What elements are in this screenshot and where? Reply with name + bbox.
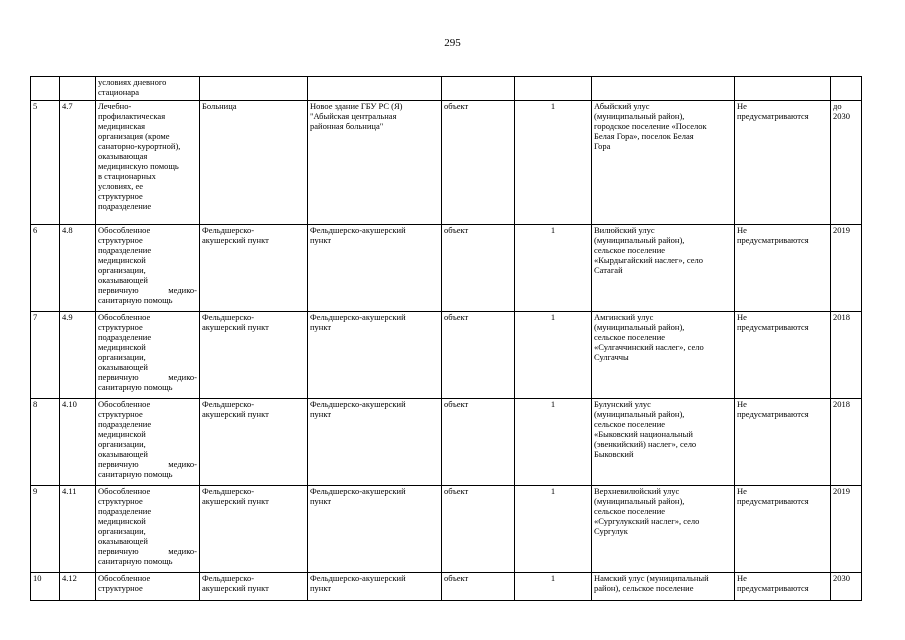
facility-purpose-cell	[96, 225, 200, 312]
count-cell	[515, 486, 592, 573]
location-cell-line: Верхневилюйский улус	[594, 486, 680, 496]
protection-zones-cell-line: Не	[737, 399, 747, 409]
facility-purpose-cell-line: условиях дневного	[98, 77, 167, 87]
facility-purpose-cell-line: санаторно-курортной),	[98, 141, 181, 151]
deadline-cell-text: 2018	[833, 399, 850, 409]
facility-purpose-cell-line: оказывающей	[98, 449, 148, 459]
deadline-cell	[831, 399, 862, 486]
location-cell-line: Белая Гора», поселок Белая	[594, 131, 694, 141]
count-cell	[515, 77, 592, 101]
facility-type-cell-line: акушерский пункт	[202, 322, 269, 332]
facility-name-cell-line: районная больница"	[310, 121, 384, 131]
count-cell-text: 1	[550, 399, 556, 409]
location-cell-line: сельское поселение	[594, 506, 666, 516]
protection-zones-cell	[735, 399, 831, 486]
facility-purpose-cell	[96, 399, 200, 486]
facility-type-cell-line: акушерский пункт	[202, 496, 269, 506]
facility-name-cell	[308, 101, 442, 225]
facility-type-cell	[200, 77, 308, 101]
facility-name-cell-line: пункт	[310, 496, 332, 506]
table-row	[31, 77, 862, 101]
facility-purpose-cell-line: первичную медико-	[98, 372, 197, 382]
location-cell-line: Сургулук	[594, 526, 628, 536]
location-cell-line: «Сулгаччинский наслег», село	[594, 342, 704, 352]
row-code-cell-text: 4.12	[62, 573, 77, 583]
location-cell-line: сельское поселение	[594, 245, 666, 255]
facility-name-cell-line: пункт	[310, 583, 332, 593]
deadline-cell	[831, 486, 862, 573]
facility-purpose-cell	[96, 101, 200, 225]
count-cell	[515, 225, 592, 312]
facility-name-cell	[308, 225, 442, 312]
count-cell	[515, 101, 592, 225]
facility-purpose-cell-line: медицинской	[98, 516, 146, 526]
unit-cell	[442, 486, 515, 573]
location-cell	[592, 486, 735, 573]
unit-cell-text: объект	[444, 573, 469, 583]
row-code-cell	[60, 312, 96, 399]
facility-purpose-cell	[96, 486, 200, 573]
location-cell-line: сельское поселение	[594, 332, 666, 342]
location-cell-line: (муниципальный район),	[594, 322, 685, 332]
row-code-cell	[60, 573, 96, 601]
facility-purpose-cell-line: оказывающей	[98, 275, 148, 285]
row-code-cell	[60, 77, 96, 101]
row-number-cell	[31, 573, 60, 601]
location-cell	[592, 399, 735, 486]
location-cell-line: «Кырдыгайский наслег», село	[594, 255, 703, 265]
facility-purpose-cell-line: структурное	[98, 235, 143, 245]
facility-type-cell-line: Больница	[202, 101, 237, 111]
location-cell-line: Сулгаччы	[594, 352, 629, 362]
deadline-cell-text: 2030	[833, 573, 850, 583]
facility-purpose-cell-line: структурное	[98, 409, 143, 419]
facility-purpose-cell-line: первичную медико-	[98, 546, 197, 556]
protection-zones-cell-line: предусматриваются	[737, 583, 809, 593]
facility-name-cell	[308, 77, 442, 101]
count-cell	[515, 312, 592, 399]
table-body	[31, 77, 862, 601]
page-number: 295	[444, 37, 461, 49]
facility-type-cell-line: Фельдшерско-	[202, 486, 255, 496]
location-cell-line: (муниципальный район),	[594, 409, 685, 419]
location-cell	[592, 573, 735, 601]
protection-zones-cell	[735, 312, 831, 399]
protection-zones-cell	[735, 101, 831, 225]
facility-type-cell-line: Фельдшерско-	[202, 225, 255, 235]
count-cell	[515, 399, 592, 486]
facility-purpose-cell-line: организация (кроме	[98, 131, 170, 141]
facility-purpose-cell-line: санитарную помощь	[98, 382, 173, 392]
facility-type-cell-line: Фельдшерско-	[202, 312, 255, 322]
table-row	[31, 486, 862, 573]
facility-type-cell-line: Фельдшерско-	[202, 399, 255, 409]
facility-type-cell	[200, 225, 308, 312]
row-code-cell-text: 4.10	[62, 399, 77, 409]
location-cell-line: (эвенкийский) наслег», село	[594, 439, 697, 449]
facility-purpose-cell-line: подразделение	[98, 332, 152, 342]
row-number-cell-text: 5	[33, 101, 38, 111]
facility-name-cell	[308, 486, 442, 573]
protection-zones-cell-line: предусматриваются	[737, 496, 809, 506]
deadline-cell-text: 2018	[833, 312, 850, 322]
facility-purpose-cell-line: условиях, ее	[98, 181, 144, 191]
location-cell-line: район), сельское поселение	[594, 583, 694, 593]
unit-cell	[442, 312, 515, 399]
location-cell	[592, 225, 735, 312]
facility-purpose-cell-line: первичную медико-	[98, 285, 197, 295]
table-row	[31, 399, 862, 486]
facility-purpose-cell-line: Обособленное	[98, 312, 151, 322]
protection-zones-cell-line: Не	[737, 225, 747, 235]
location-cell	[592, 312, 735, 399]
deadline-cell	[831, 101, 862, 225]
facility-name-cell-line: Фельдшерско-акушерский	[310, 573, 406, 583]
unit-cell-text: объект	[444, 312, 469, 322]
protection-zones-cell-line: Не	[737, 573, 747, 583]
facility-type-cell	[200, 312, 308, 399]
row-number-cell-text: 10	[33, 573, 42, 583]
row-number-cell	[31, 399, 60, 486]
location-cell-line: Намский улус (муниципальный	[594, 573, 709, 583]
row-code-cell	[60, 101, 96, 225]
table-row	[31, 312, 862, 399]
protection-zones-cell-line: Не	[737, 486, 747, 496]
row-number-cell-text: 8	[33, 399, 38, 409]
facility-type-cell	[200, 573, 308, 601]
facility-type-cell-line: Фельдшерско-	[202, 573, 255, 583]
deadline-cell	[831, 312, 862, 399]
facility-name-cell-line: пункт	[310, 322, 332, 332]
facility-type-cell	[200, 101, 308, 225]
location-cell-line: «Быковский национальный	[594, 429, 693, 439]
facility-type-cell	[200, 486, 308, 573]
facility-purpose-cell-line: медицинской	[98, 342, 146, 352]
unit-cell-text: объект	[444, 225, 469, 235]
row-code-cell-text: 4.9	[62, 312, 73, 322]
unit-cell	[442, 77, 515, 101]
facility-purpose-cell-line: санитарную помощь	[98, 469, 173, 479]
facility-purpose-cell-line: в стационарных	[98, 171, 156, 181]
row-number-cell-text: 6	[33, 225, 38, 235]
facility-purpose-cell-line: медицинскую помощь	[98, 161, 179, 171]
facility-purpose-cell-line: структурное	[98, 191, 143, 201]
count-cell-text: 1	[550, 225, 556, 235]
table-row	[31, 573, 862, 601]
facility-purpose-cell-line: первичную медико-	[98, 459, 197, 469]
location-cell-line: Гора	[594, 141, 611, 151]
row-number-cell	[31, 486, 60, 573]
count-cell-text: 1	[550, 573, 556, 583]
unit-cell-text: объект	[444, 486, 469, 496]
protection-zones-cell	[735, 486, 831, 573]
facility-type-cell-line: акушерский пункт	[202, 583, 269, 593]
facility-purpose-cell-line: структурное	[98, 583, 143, 593]
protection-zones-cell-line: предусматриваются	[737, 409, 809, 419]
protection-zones-cell-line: Не	[737, 101, 747, 111]
count-cell-text: 1	[550, 312, 556, 322]
facility-purpose-cell-line: организации,	[98, 526, 146, 536]
facility-purpose-cell-line: Обособленное	[98, 573, 151, 583]
count-cell-text: 1	[550, 486, 556, 496]
facility-purpose-cell-line: Лечебно-	[98, 101, 132, 111]
protection-zones-cell	[735, 77, 831, 101]
row-code-cell	[60, 399, 96, 486]
protection-zones-cell-line: Не	[737, 312, 747, 322]
facility-purpose-cell-line: организации,	[98, 439, 146, 449]
protection-zones-cell-line: предусматриваются	[737, 322, 809, 332]
deadline-cell-text: до 2030	[833, 101, 850, 121]
facility-name-cell	[308, 399, 442, 486]
row-number-cell	[31, 312, 60, 399]
table-row	[31, 101, 862, 225]
facility-name-cell-line: "Абыйская центральная	[310, 111, 397, 121]
facility-purpose-cell-line: подразделение	[98, 506, 152, 516]
location-cell-line: городское поселение «Поселок	[594, 121, 707, 131]
facility-purpose-cell	[96, 77, 200, 101]
count-cell	[515, 573, 592, 601]
facility-name-cell-line: пункт	[310, 409, 332, 419]
facility-purpose-cell-line: Обособленное	[98, 225, 151, 235]
facility-name-cell	[308, 573, 442, 601]
facility-purpose-cell-line: подразделение	[98, 245, 152, 255]
location-cell-line: (муниципальный район),	[594, 496, 685, 506]
unit-cell-text: объект	[444, 101, 469, 111]
deadline-cell	[831, 225, 862, 312]
facility-name-cell-line: Фельдшерско-акушерский	[310, 225, 406, 235]
location-cell-line: «Сургулукский наслег», село	[594, 516, 700, 526]
facility-name-cell-line: Фельдшерско-акушерский	[310, 312, 406, 322]
protection-zones-cell	[735, 573, 831, 601]
row-code-cell-text: 4.11	[62, 486, 77, 496]
row-code-cell	[60, 225, 96, 312]
location-cell-line: (муниципальный район),	[594, 235, 685, 245]
location-cell-line: Абыйский улус	[594, 101, 650, 111]
row-number-cell	[31, 225, 60, 312]
location-cell-line: сельское поселение	[594, 419, 666, 429]
facility-type-cell-line: акушерский пункт	[202, 409, 269, 419]
facility-name-cell-line: Фельдшерско-акушерский	[310, 399, 406, 409]
facility-purpose-cell	[96, 312, 200, 399]
row-number-cell-text: 9	[33, 486, 38, 496]
unit-cell	[442, 225, 515, 312]
facility-purpose-cell-line: Обособленное	[98, 399, 151, 409]
facility-purpose-cell-line: оказывающая	[98, 151, 148, 161]
location-cell-line: Быковский	[594, 449, 634, 459]
protection-zones-cell-line: предусматриваются	[737, 111, 809, 121]
facility-purpose-cell-line: медицинской	[98, 255, 146, 265]
deadline-cell-text: 2019	[833, 225, 850, 235]
facility-purpose-cell-line: медицинской	[98, 429, 146, 439]
row-number-cell	[31, 101, 60, 225]
facility-purpose-cell-line: санитарную помощь	[98, 556, 173, 566]
facility-purpose-cell-line: структурное	[98, 322, 143, 332]
unit-cell	[442, 573, 515, 601]
facility-purpose-cell-line: санитарную помощь	[98, 295, 173, 305]
location-cell	[592, 101, 735, 225]
unit-cell	[442, 101, 515, 225]
facility-purpose-cell-line: подразделение	[98, 419, 152, 429]
facility-purpose-cell-line: оказывающей	[98, 536, 148, 546]
row-number-cell-text: 7	[33, 312, 38, 322]
row-code-cell-text: 4.8	[62, 225, 73, 235]
location-cell-line: Булунский улус	[594, 399, 651, 409]
facility-purpose-cell-line: организации,	[98, 265, 146, 275]
facility-name-cell-line: Фельдшерско-акушерский	[310, 486, 406, 496]
facility-purpose-cell-line: стационара	[98, 87, 140, 97]
facility-purpose-cell-line: структурное	[98, 496, 143, 506]
facility-purpose-cell-line: профилактическая	[98, 111, 166, 121]
facility-purpose-cell-line: Обособленное	[98, 486, 151, 496]
row-code-cell-text: 4.7	[62, 101, 73, 111]
deadline-cell	[831, 77, 862, 101]
deadline-cell-text: 2019	[833, 486, 850, 496]
row-code-cell	[60, 486, 96, 573]
unit-cell	[442, 399, 515, 486]
facility-purpose-cell-line: организации,	[98, 352, 146, 362]
facility-name-cell-line: пункт	[310, 235, 332, 245]
location-cell-line: Амгинский улус	[594, 312, 654, 322]
location-cell-line: Вилюйский улус	[594, 225, 655, 235]
deadline-cell	[831, 573, 862, 601]
facility-name-cell	[308, 312, 442, 399]
facility-purpose-cell-line: подразделение	[98, 201, 152, 211]
facility-purpose-cell-line: медицинская	[98, 121, 146, 131]
facility-type-cell	[200, 399, 308, 486]
facility-purpose-cell	[96, 573, 200, 601]
facilities-table	[30, 76, 862, 601]
location-cell	[592, 77, 735, 101]
protection-zones-cell	[735, 225, 831, 312]
protection-zones-cell-line: предусматриваются	[737, 235, 809, 245]
facility-name-cell-line: Новое здание ГБУ РС (Я)	[310, 101, 403, 111]
row-number-cell	[31, 77, 60, 101]
count-cell-text: 1	[550, 101, 556, 111]
table-row	[31, 225, 862, 312]
unit-cell-text: объект	[444, 399, 469, 409]
location-cell-line: Сатагай	[594, 265, 623, 275]
facility-purpose-cell-line: оказывающей	[98, 362, 148, 372]
facility-type-cell-line: акушерский пункт	[202, 235, 269, 245]
location-cell-line: (муниципальный район),	[594, 111, 685, 121]
